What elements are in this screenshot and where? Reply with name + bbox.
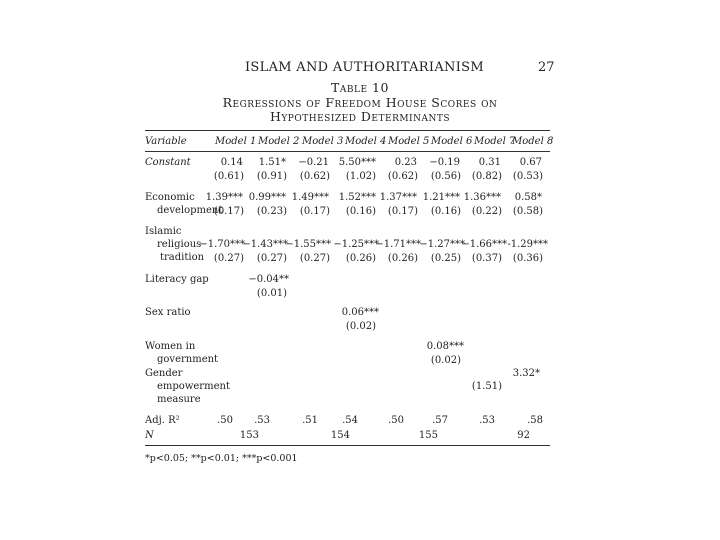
running-head: ISLAM AND AUTHORITARIANISM [245, 60, 484, 75]
cell: .54 [342, 415, 358, 426]
cell: 1.21*** [422, 192, 460, 203]
cell: (1.02) [345, 171, 376, 182]
cell: (0.17) [299, 206, 330, 217]
row-label-women-2: government [157, 354, 219, 365]
cell: 0.14 [220, 157, 243, 168]
cell: −1.66*** [461, 239, 507, 250]
cell: (0.62) [299, 171, 330, 182]
table-title-line2: Hypothesized Determinants [269, 109, 451, 124]
header-rule [145, 151, 550, 152]
cell: −1.27*** [419, 239, 465, 250]
row-label-islamic-3: tradition [160, 252, 205, 263]
col-header-model7: Model 7 [474, 136, 516, 147]
cell: (0.27) [256, 253, 287, 264]
cell: (0.27) [299, 253, 330, 264]
col-header-model6: Model 6 [431, 136, 473, 147]
row-label-islamic-2: religious [157, 239, 202, 250]
cell: (0.16) [345, 206, 376, 217]
cell: (0.23) [256, 206, 287, 217]
cell: -1.29*** [507, 239, 548, 250]
cell: 155 [418, 430, 438, 441]
col-header-model8: Model 8 [512, 136, 554, 147]
cell: (0.01) [256, 288, 287, 299]
cell: 0.06*** [341, 307, 379, 318]
cell: (0.22) [471, 206, 502, 217]
cell: (0.26) [387, 253, 418, 264]
row-label-gender-2: empowerment [157, 381, 230, 392]
row-label-n: N [145, 430, 154, 441]
col-header-model1: Model 1 [215, 136, 257, 147]
row-label-islamic: Islamic [145, 226, 182, 237]
cell: 0.99*** [248, 192, 286, 203]
cell: 0.67 [519, 157, 542, 168]
cell: −1.70*** [199, 239, 245, 250]
cell: .50 [388, 415, 404, 426]
cell: (0.17) [213, 206, 244, 217]
cell: 0.58* [514, 192, 542, 203]
cell: .50 [217, 415, 233, 426]
cell: 1.37*** [379, 192, 417, 203]
cell: .53 [479, 415, 495, 426]
cell: −0.04** [248, 274, 289, 285]
cell: (0.02) [430, 355, 461, 366]
cell: −1.43*** [242, 239, 288, 250]
cell: (0.17) [387, 206, 418, 217]
cell: −1.55*** [285, 239, 331, 250]
cell: −0.19 [429, 157, 460, 168]
cell: (0.37) [471, 253, 502, 264]
cell: (0.02) [345, 321, 376, 332]
cell: (0.26) [345, 253, 376, 264]
cell: (0.61) [213, 171, 244, 182]
cell: 153 [239, 430, 259, 441]
cell: 1.39*** [205, 192, 243, 203]
page-number: 27 [538, 60, 555, 75]
cell: (0.62) [387, 171, 418, 182]
cell: .53 [254, 415, 270, 426]
cell: (0.82) [471, 171, 502, 182]
cell: (0.56) [430, 171, 461, 182]
cell: 0.08*** [426, 341, 464, 352]
cell: −1.71*** [375, 239, 421, 250]
cell: 154 [330, 430, 350, 441]
table-title-line1: Regressions of Freedom House Scores on [222, 95, 498, 110]
cell: .57 [432, 415, 448, 426]
row-label-economic: Economic [145, 192, 195, 203]
cell: 0.23 [394, 157, 417, 168]
cell: (0.16) [430, 206, 461, 217]
cell: (0.27) [213, 253, 244, 264]
col-header-model3: Model 3 [302, 136, 344, 147]
col-header-model4: Model 4 [345, 136, 387, 147]
footnote: *p<0.05; **p<0.01; ***p<0.001 [145, 453, 298, 464]
cell: (0.36) [512, 253, 543, 264]
row-label-adjr2: Adj. R² [145, 415, 180, 426]
col-header-variable: Variable [145, 136, 187, 147]
row-label-economic-2: development [157, 205, 223, 216]
row-label-gender-3: measure [157, 394, 201, 405]
row-label-literacy: Literacy gap [145, 274, 209, 285]
cell: .51 [302, 415, 318, 426]
cell: −0.21 [298, 157, 329, 168]
col-header-model2: Model 2 [258, 136, 300, 147]
cell: 1.36*** [463, 192, 501, 203]
col-header-model5: Model 5 [388, 136, 430, 147]
cell: 0.31 [478, 157, 501, 168]
cell: 1.49*** [291, 192, 329, 203]
cell: (0.91) [256, 171, 287, 182]
row-label-women: Women in [145, 341, 196, 352]
table-label: Table 10 [331, 80, 389, 95]
cell: (1.51) [471, 381, 502, 392]
cell: −1.25*** [333, 239, 379, 250]
row-label-sexratio: Sex ratio [145, 307, 191, 318]
top-rule [145, 130, 550, 131]
cell: 1.51* [258, 157, 286, 168]
cell: 5.50*** [338, 157, 376, 168]
row-label-constant: Constant [145, 157, 191, 168]
cell: (0.53) [512, 171, 543, 182]
cell: (0.25) [430, 253, 461, 264]
row-label-gender: Gender [145, 368, 183, 379]
cell: .58 [527, 415, 543, 426]
cell: (0.58) [512, 206, 543, 217]
cell: 3.32* [512, 368, 540, 379]
cell: 92 [517, 430, 530, 441]
cell: 1.52*** [338, 192, 376, 203]
bottom-rule [145, 445, 550, 446]
